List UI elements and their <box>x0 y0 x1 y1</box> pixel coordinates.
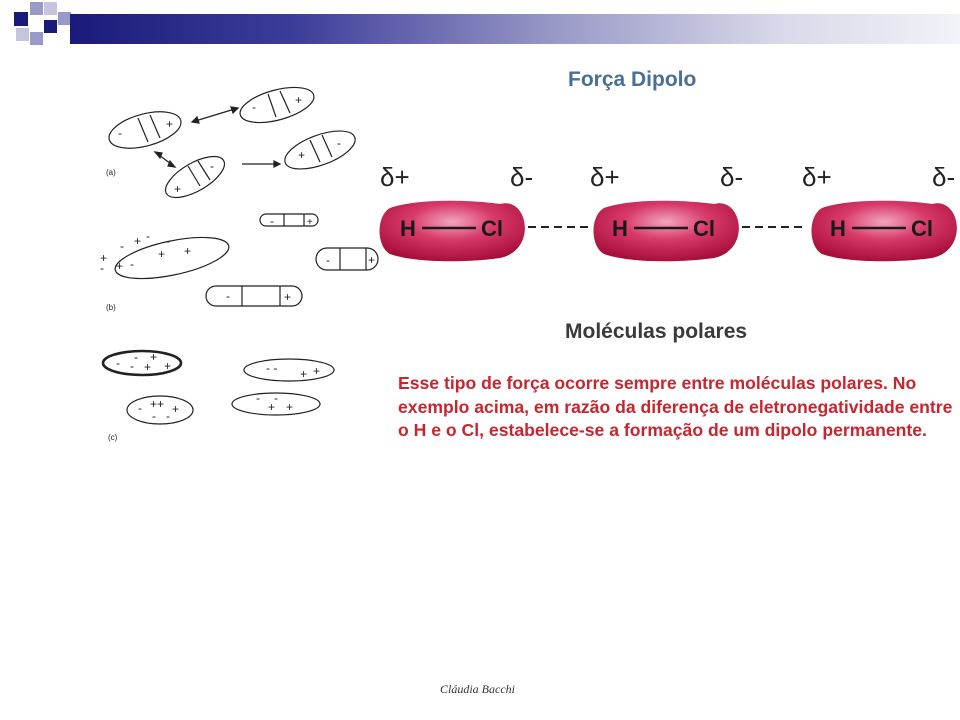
corner-square <box>30 2 43 15</box>
panel-label: (b) <box>106 303 116 312</box>
svg-text:-: - <box>326 253 330 267</box>
svg-text:+: + <box>284 290 292 304</box>
svg-text:+: + <box>298 148 306 162</box>
svg-text:+: + <box>286 400 294 414</box>
charge-label: δ- <box>932 162 956 192</box>
hcl-molecule <box>594 201 739 262</box>
charge-label: δ+ <box>590 162 620 192</box>
dipole-orientation-figure <box>100 80 390 460</box>
svg-text:+: + <box>313 364 321 378</box>
corner-square <box>16 28 29 41</box>
atom-h: H <box>830 216 846 241</box>
hcl-molecule <box>380 201 525 262</box>
svg-text:+: + <box>184 244 192 258</box>
hcl-dipole-chain <box>378 150 960 285</box>
svg-text:-: - <box>100 261 104 275</box>
header-band <box>70 14 960 44</box>
panel-c <box>103 350 334 442</box>
svg-text:-: - <box>146 229 150 243</box>
corner-square <box>14 12 28 26</box>
svg-text:-: - <box>130 359 134 373</box>
corner-square <box>44 20 57 33</box>
svg-text:-: - <box>118 126 122 140</box>
svg-text:+: + <box>100 251 108 265</box>
atom-cl: Cl <box>911 216 933 241</box>
atom-cl: Cl <box>693 216 715 241</box>
svg-text:+: + <box>116 259 124 273</box>
svg-text:+: + <box>174 182 182 196</box>
corner-square <box>30 32 43 45</box>
svg-text:+: + <box>144 360 152 374</box>
panel-a <box>105 81 360 206</box>
svg-text:- -: - - <box>266 361 278 375</box>
svg-text:-: - <box>116 356 120 370</box>
svg-text:+: + <box>150 350 158 364</box>
svg-text:-: - <box>134 350 138 364</box>
panel-label: (a) <box>106 168 116 177</box>
svg-text:-: - <box>152 409 156 423</box>
svg-text:-: - <box>166 234 170 248</box>
svg-text:-: - <box>130 257 134 271</box>
panel-b <box>100 214 378 312</box>
description-text: Esse tipo de força ocorre sempre entre moléculas polares. No exemplo acima, em razão da diferença de eletronegatividade entre o H e o Cl, estabelece-se a formação de um dipolo permanente. <box>398 373 953 440</box>
svg-text:-: - <box>226 289 230 303</box>
svg-text:+: + <box>295 93 303 107</box>
dipole-ellipse <box>244 359 334 381</box>
slide-title: Força Dipolo <box>568 68 697 91</box>
charge-label: δ+ <box>802 162 832 192</box>
svg-text:+: + <box>166 117 174 131</box>
svg-text:+: + <box>307 217 313 228</box>
svg-text:-: - <box>120 239 124 253</box>
panel-label: (c) <box>108 433 118 442</box>
svg-text:-: - <box>337 136 341 150</box>
svg-text:++: ++ <box>150 397 165 411</box>
svg-text:+: + <box>134 234 142 248</box>
atom-h: H <box>612 216 628 241</box>
svg-text:-: - <box>270 214 274 228</box>
section-subtitle: Moléculas polares <box>565 320 748 343</box>
svg-text:-: - <box>256 391 260 405</box>
charge-label: δ+ <box>380 162 410 192</box>
svg-text:-: - <box>274 391 278 405</box>
footer-author: Cláudia Bacchi <box>440 682 515 696</box>
svg-text:+: + <box>368 253 376 267</box>
svg-text:+: + <box>164 359 172 373</box>
charge-label: δ- <box>510 162 534 192</box>
svg-text:+: + <box>300 367 308 381</box>
svg-text:-: - <box>138 401 142 415</box>
svg-text:-: - <box>210 159 214 173</box>
svg-text:-: - <box>166 409 170 423</box>
dipole-ellipse <box>236 81 317 130</box>
hcl-molecule <box>812 201 957 262</box>
corner-square <box>44 2 57 15</box>
atom-h: H <box>400 216 416 241</box>
charge-label: δ- <box>720 162 744 192</box>
atom-cl: Cl <box>481 216 503 241</box>
svg-text:-: - <box>252 100 256 114</box>
svg-text:+: + <box>158 247 166 261</box>
svg-text:+: + <box>172 402 180 416</box>
svg-text:+: + <box>268 400 276 414</box>
dipole-ellipse <box>280 123 360 177</box>
